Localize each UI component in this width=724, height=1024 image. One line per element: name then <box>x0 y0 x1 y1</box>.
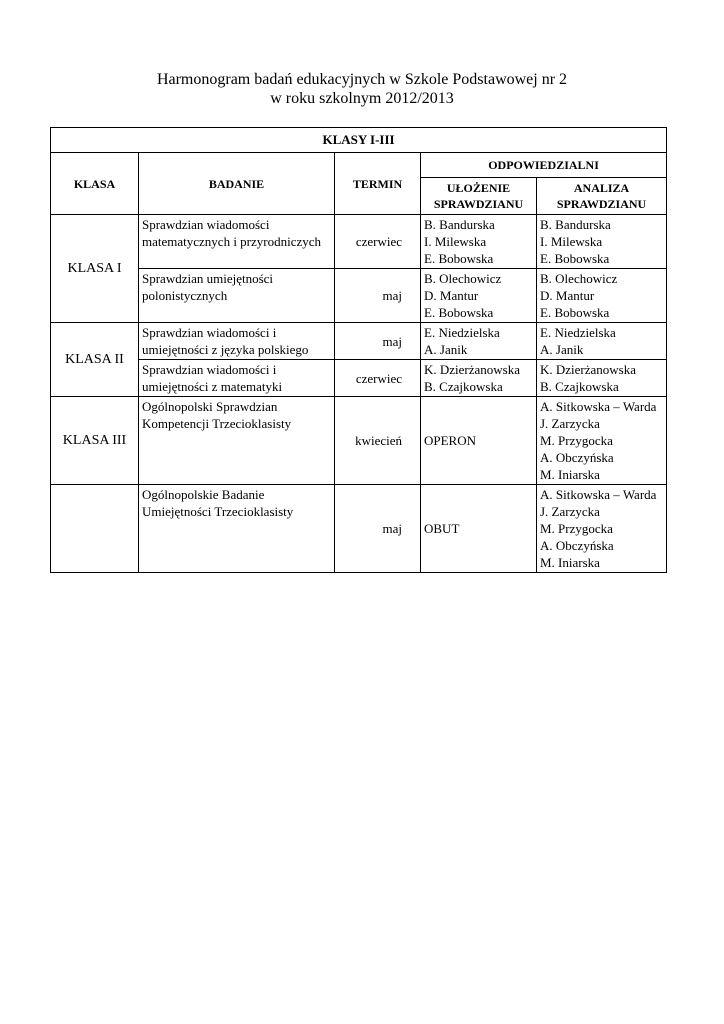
person-name: OPERON <box>424 433 477 448</box>
person-name: OBUT <box>424 521 460 536</box>
termin-cell: kwiecień <box>335 397 421 485</box>
person-name: D. Mantur <box>540 288 595 303</box>
table-row <box>51 269 667 323</box>
title-line-2: w roku szkolnym 2012/2013 <box>270 90 454 107</box>
analiza-cell <box>537 397 667 485</box>
person-name: A. Sitkowska – Warda <box>540 399 657 414</box>
badanie-cell: Ogólnopolski Sprawdzian Kompetencji Trzecioklasisty <box>139 397 335 485</box>
badanie-cell: Ogólnopolskie Badanie Umiejętności Trzecioklasisty <box>139 485 335 573</box>
person-name: I. Milewska <box>424 234 487 249</box>
analiza-cell <box>537 215 667 269</box>
person-name: K. Dzierżanowska <box>540 362 637 377</box>
header-analiza: ANALIZA SPRAWDZIANU <box>537 178 667 215</box>
person-name: A. Obczyńska <box>540 538 614 553</box>
ulozenie-cell <box>421 323 537 360</box>
header-row-1 <box>51 153 667 178</box>
table-row <box>51 397 667 485</box>
person-name: B. Bandurska <box>424 217 495 232</box>
title-line-1: Harmonogram badań edukacyjnych w Szkole Podstawowej nr 2 <box>156 71 568 88</box>
ulozenie-cell <box>421 360 537 397</box>
person-name: I. Milewska <box>540 234 603 249</box>
person-name: B. Olechowicz <box>424 271 502 286</box>
person-name: B. Czajkowska <box>540 379 619 394</box>
person-name: M. Przygocka <box>540 433 613 448</box>
person-name: B. Bandurska <box>540 217 611 232</box>
class-cell <box>51 485 139 573</box>
section-header: KLASY I-III <box>51 128 667 153</box>
termin-cell: maj <box>335 485 421 573</box>
person-name: B. Olechowicz <box>540 271 618 286</box>
class-cell: KLASA II <box>51 323 139 397</box>
table-row <box>51 360 667 397</box>
ulozenie-cell <box>421 485 537 573</box>
ulozenie-cell <box>421 397 537 485</box>
table-row <box>51 215 667 269</box>
person-name: D. Mantur <box>424 288 479 303</box>
class-cell: KLASA I <box>51 215 139 323</box>
table-row <box>51 323 667 360</box>
badanie-cell: Sprawdzian wiadomości matematycznych i przyrodniczych <box>139 215 335 269</box>
ulozenie-cell <box>421 215 537 269</box>
header-odpowiedzialni: ODPOWIEDZIALNI <box>421 153 667 178</box>
analiza-cell <box>537 360 667 397</box>
person-name: E. Bobowska <box>540 251 610 266</box>
person-name: B. Czajkowska <box>424 379 503 394</box>
badanie-cell: Sprawdzian umiejętności polonistycznych <box>139 269 335 323</box>
person-name: A. Janik <box>424 342 468 357</box>
person-name: A. Obczyńska <box>540 450 614 465</box>
person-name: J. Zarzycka <box>540 416 600 431</box>
person-name: E. Bobowska <box>424 305 494 320</box>
schedule-table <box>50 127 667 573</box>
header-termin: TERMIN <box>335 153 421 215</box>
person-name: K. Dzierżanowska <box>424 362 521 377</box>
person-name: M. Iniarska <box>540 555 600 570</box>
document-title <box>0 70 724 108</box>
person-name: E. Niedzielska <box>540 325 616 340</box>
header-ulozenie: UŁOŻENIE SPRAWDZIANU <box>421 178 537 215</box>
header-badanie: BADANIE <box>139 153 335 215</box>
badanie-cell: Sprawdzian wiadomości i umiejętności z języka polskiego <box>139 323 335 360</box>
person-name: M. Iniarska <box>540 467 600 482</box>
person-name: A. Janik <box>540 342 584 357</box>
badanie-cell: Sprawdzian wiadomości i umiejętności z matematyki <box>139 360 335 397</box>
header-klasa: KLASA <box>51 153 139 215</box>
table-row <box>51 485 667 573</box>
ulozenie-cell <box>421 269 537 323</box>
analiza-cell <box>537 323 667 360</box>
class-cell: KLASA III <box>51 397 139 485</box>
termin-cell: czerwiec <box>335 360 421 397</box>
person-name: E. Bobowska <box>540 305 610 320</box>
person-name: A. Sitkowska – Warda <box>540 487 657 502</box>
termin-cell: czerwiec <box>335 215 421 269</box>
analiza-cell <box>537 485 667 573</box>
person-name: E. Niedzielska <box>424 325 500 340</box>
person-name: E. Bobowska <box>424 251 494 266</box>
section-header-row <box>51 128 667 153</box>
termin-cell: maj <box>335 269 421 323</box>
person-name: M. Przygocka <box>540 521 613 536</box>
person-name: J. Zarzycka <box>540 504 600 519</box>
termin-cell: maj <box>335 323 421 360</box>
analiza-cell <box>537 269 667 323</box>
